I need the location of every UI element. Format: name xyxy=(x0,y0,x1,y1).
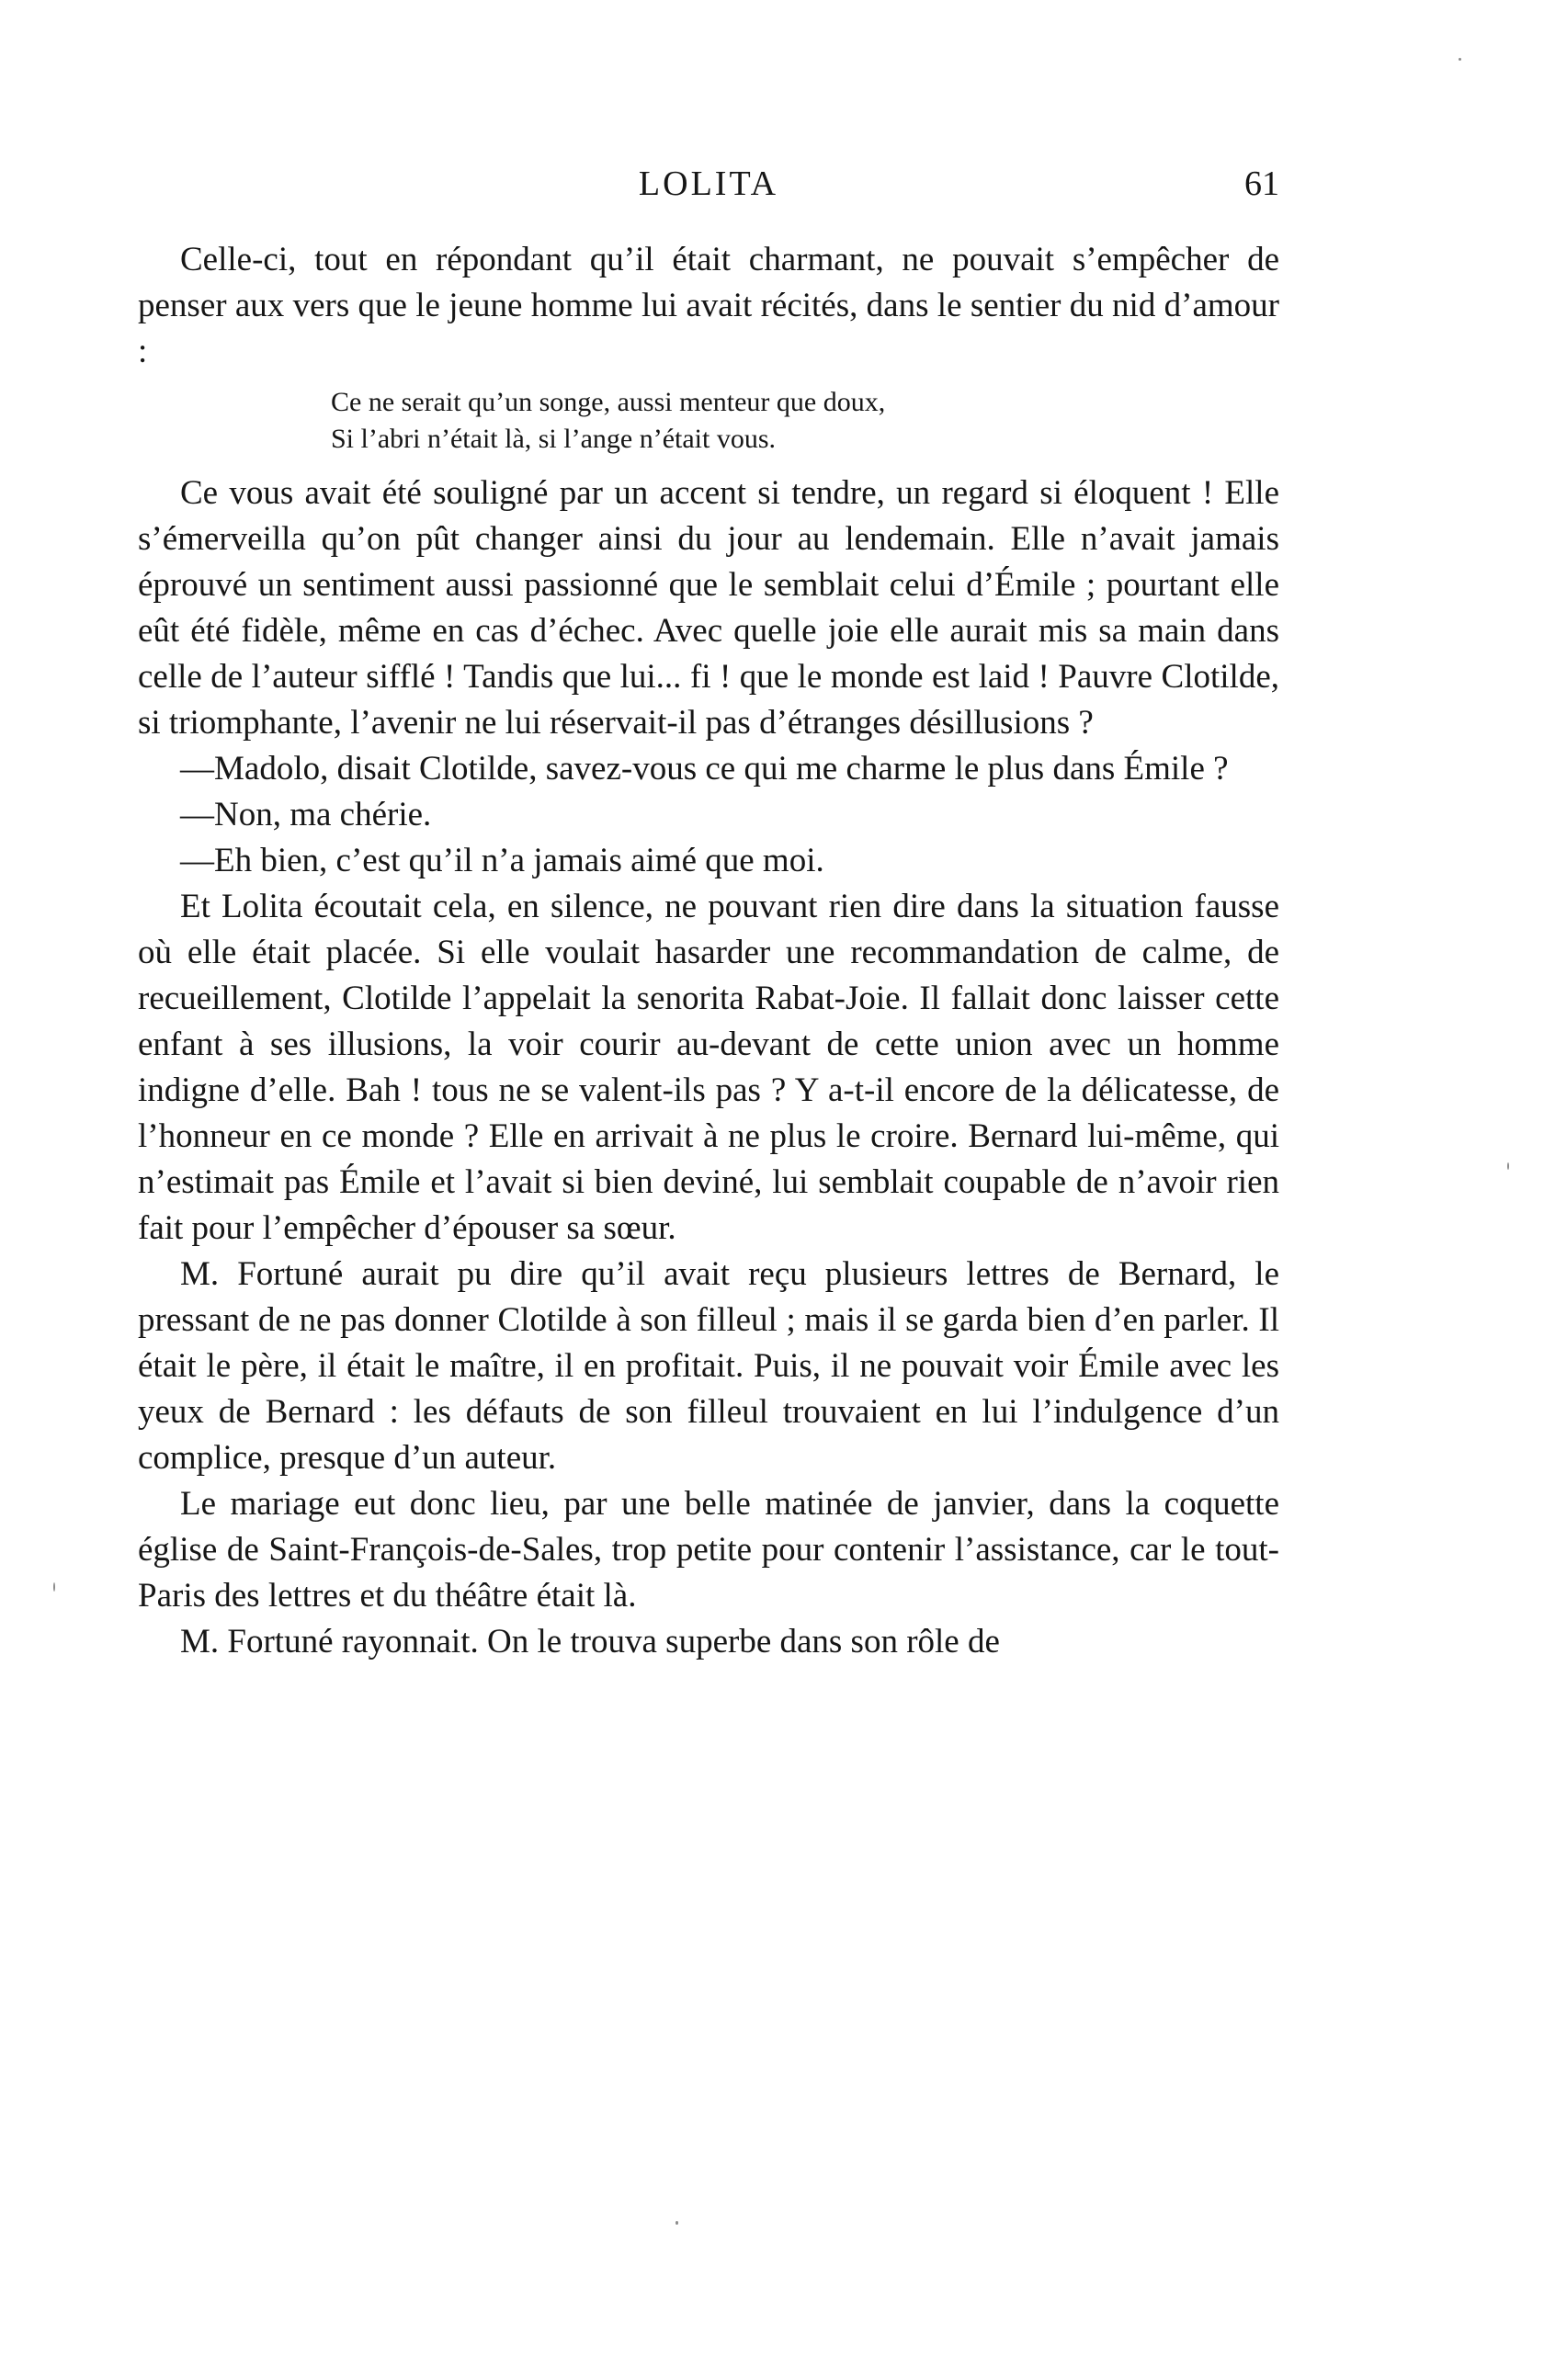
page-number: 61 xyxy=(1244,164,1279,203)
scan-speck xyxy=(1459,58,1461,61)
scan-speck xyxy=(676,2221,678,2225)
verse-line: Si l’abri n’était là, si l’ange n’était vous. xyxy=(331,424,777,454)
paragraph: M. Fortuné rayonnait. On le trouva superbe dans son rôle de xyxy=(180,1623,1000,1660)
verse-line: Ce ne serait qu’un songe, aussi menteur que doux, xyxy=(331,387,886,417)
paragraph: M. Fortuné aurait pu dire qu’il avait reçu plusieurs lettres de Bernard, le pressant de ne pas donner Clotilde à son filleul ; mais il se garda bien d’en parler. Il était le père, il était le maître, il en profitait. Puis, il ne pouvait voir Émile avec les yeux de Bernard : les défauts de son filleul trouvaient en lui l’indulgence d’un complice, presque d’un auteur. xyxy=(138,1255,1279,1477)
running-title: LOLITA xyxy=(638,164,779,203)
paragraph: Et Lolita écoutait cela, en silence, ne pouvant rien dire dans la situation fausse où elle était placée. Si elle voulait hasarder une recommandation de calme, de recueillement, Clotilde l’appelait la senorita Rabat-Joie. Il fallait donc laisser cette enfant à ses illusions, la voir courir au-devant de cette union avec un homme indigne d’elle. Bah ! tous ne se valent-ils pas ? Y a-t-il encore de la délicatesse, de l’honneur en ce monde ? Elle en arrivait à ne plus le croire. Bernard lui-même, qui n’estimait pas Émile et l’avait si bien deviné, lui semblait coupable de n’avoir rien fait pour l’empêcher d’épouser sa sœur. xyxy=(138,888,1279,1247)
verse-quote xyxy=(331,384,1279,458)
scan-speck xyxy=(53,1582,55,1592)
dialogue-line: —Non, ma chérie. xyxy=(180,796,432,833)
dialogue-line: —Madolo, disait Clotilde, savez-vous ce qui me charme le plus dans Émile ? xyxy=(180,750,1229,788)
paragraph: Ce vous avait été souligné par un accent si tendre, un regard si éloquent ! Elle s’émerveilla qu’on pût changer ainsi du jour au lendemain. Elle n’avait jamais éprouvé un sentiment aussi passionné que le semblait celui d’Émile ; pourtant elle eût été fidèle, même en cas d’échec. Avec quelle joie elle aurait mis sa main dans celle de l’auteur sifflé ! Tandis que lui... fi ! que le monde est laid ! Pauvre Clotilde, si triomphante, l’avenir ne lui réservait-il pas d’étranges désillusions ? xyxy=(138,474,1279,742)
page-header xyxy=(138,164,1279,210)
dialogue-line: —Eh bien, c’est qu’il n’a jamais aimé que moi. xyxy=(180,842,824,879)
body-text xyxy=(138,237,1279,1665)
scan-speck xyxy=(1507,1162,1509,1170)
paragraph: Celle-ci, tout en répondant qu’il était charmant, ne pouvait s’empêcher de penser aux vers que le jeune homme lui avait récités, dans le sentier du nid d’amour : xyxy=(138,241,1279,370)
paragraph: Le mariage eut donc lieu, par une belle matinée de janvier, dans la coquette église de Saint-François-de-Sales, trop petite pour contenir l’assistance, car le tout-Paris des lettres et du théâtre était là. xyxy=(138,1485,1279,1615)
